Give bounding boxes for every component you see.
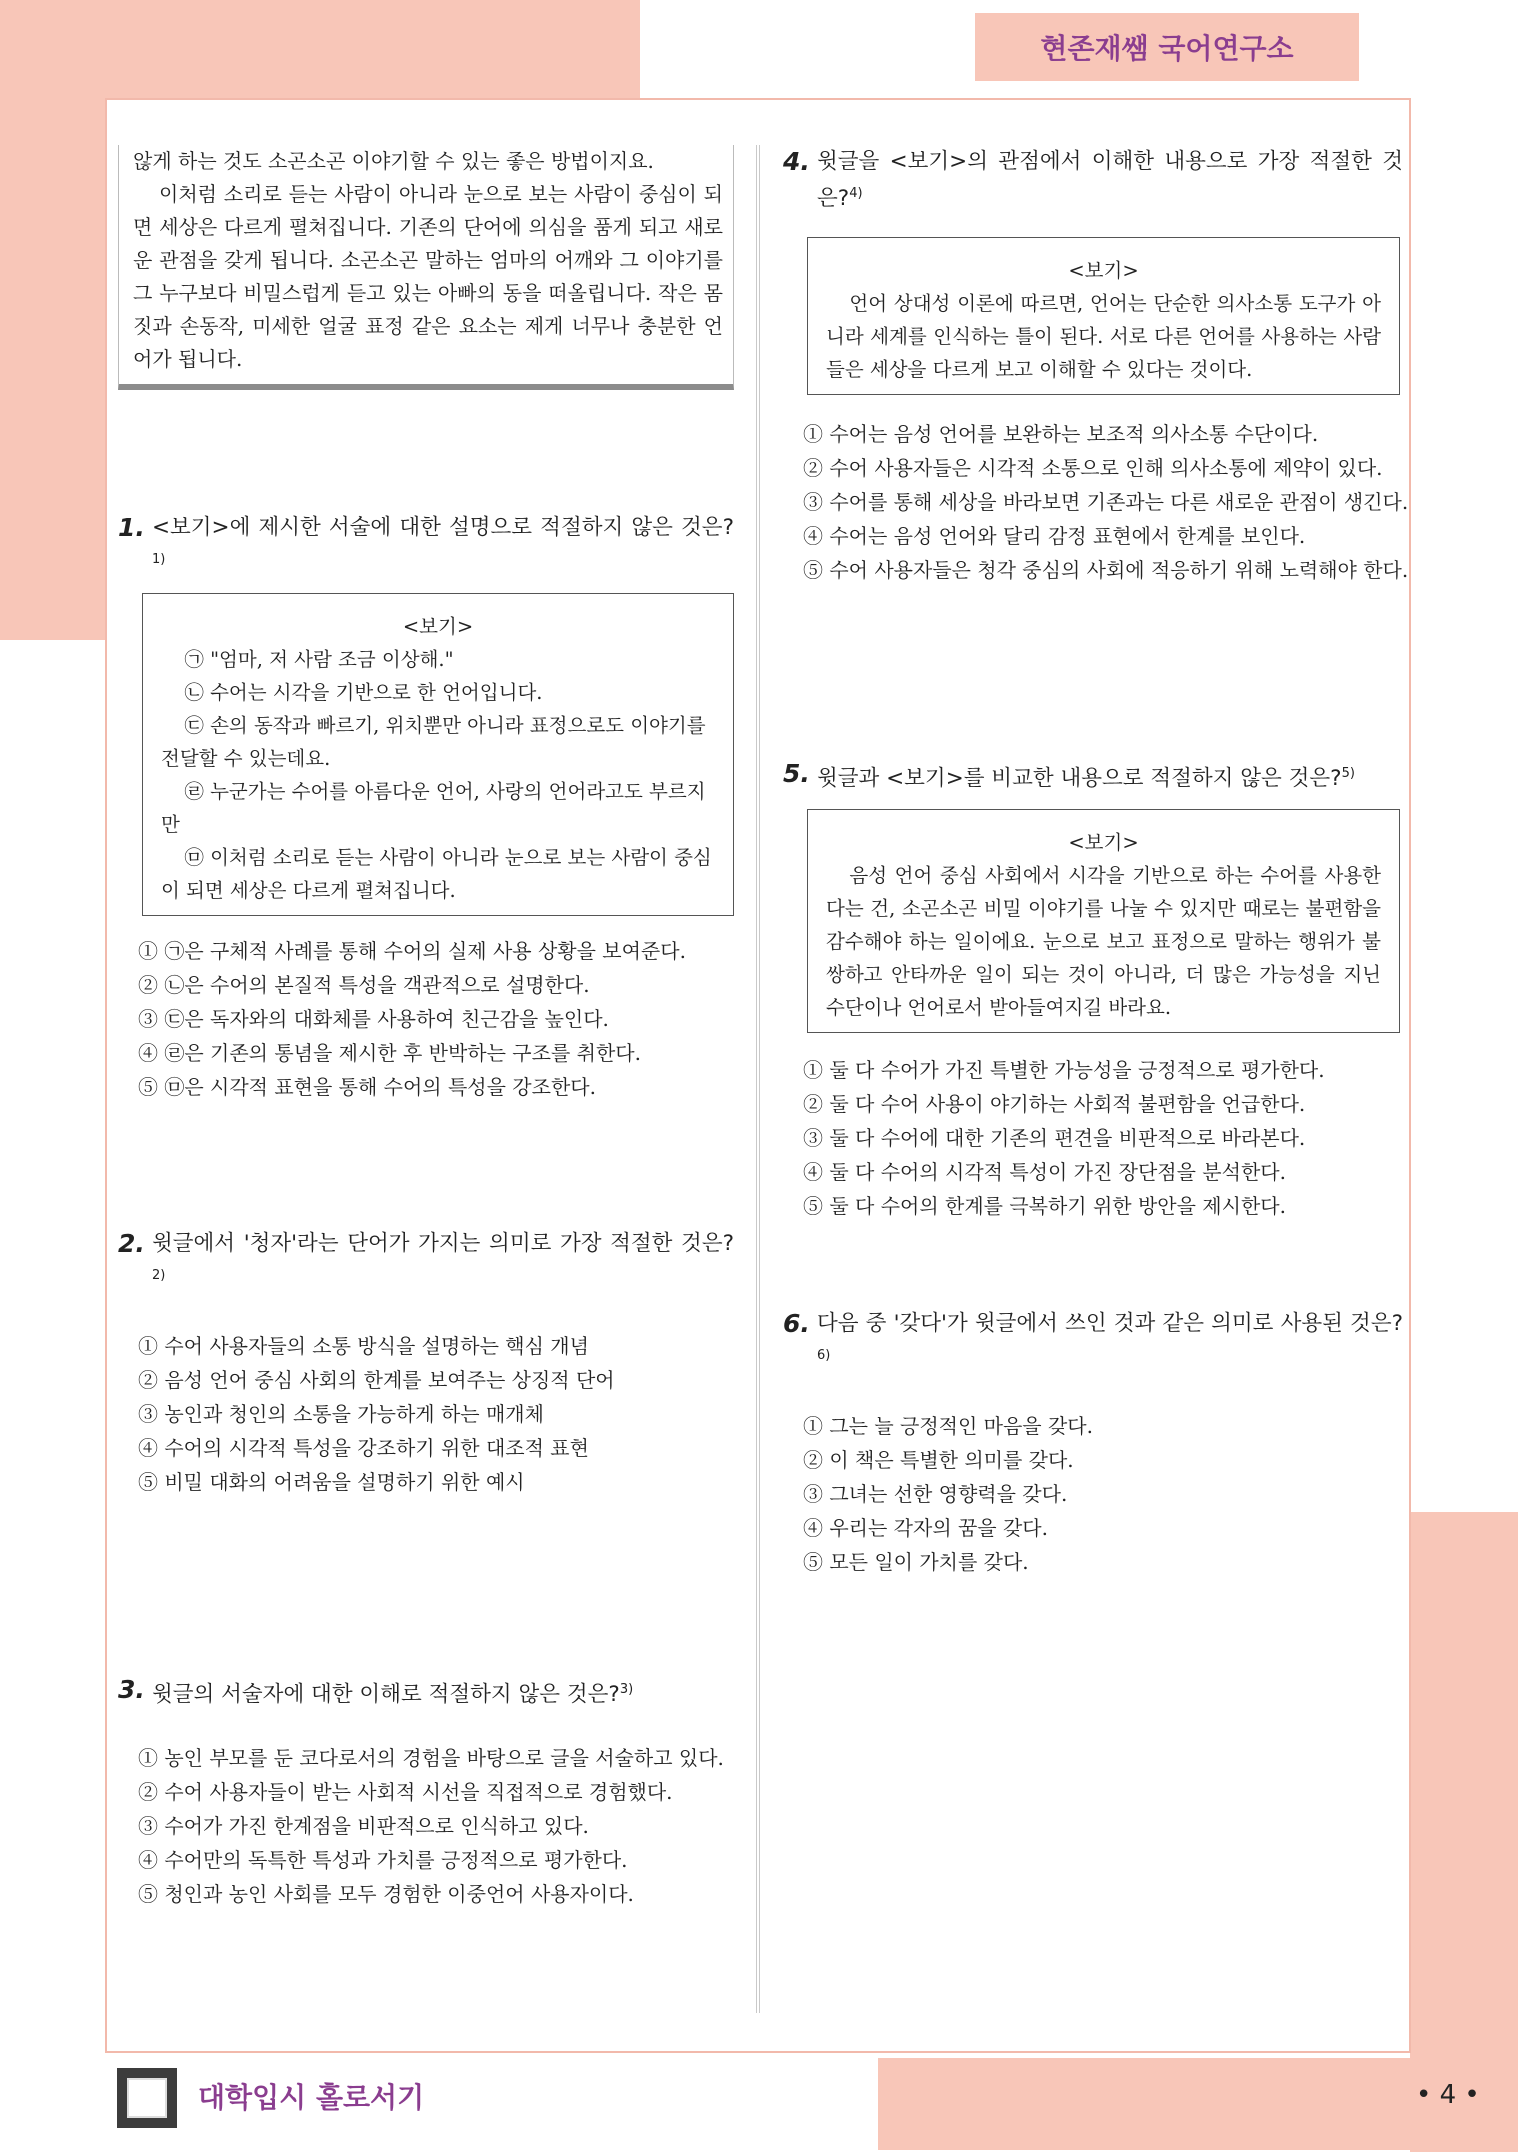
bogi-line: ㉢ 손의 동작과 빠르기, 위치뿐만 아니라 표정으로도 이야기를 전달할 수 있는데요. xyxy=(161,714,706,771)
choice-4[interactable]: ④ 수어는 음성 언어와 달리 감정 표현에서 한계를 보인다. xyxy=(803,524,1306,549)
choice-list xyxy=(118,934,734,1104)
footnote-marker: 6) xyxy=(817,1348,831,1363)
choice-5[interactable]: ⑤ 수어 사용자들은 청각 중심의 사회에 적응하기 위해 노력해야 한다. xyxy=(803,558,1409,583)
choice-1[interactable]: ① ㉠은 구체적 사례를 통해 수어의 실제 사용 상황을 보여준다. xyxy=(138,939,686,964)
bogi-line: 음성 언어 중심 사회에서 시각을 기반으로 하는 수어를 사용한다는 건, 소곤소곤 비밀 이야기를 나눌 수 있지만 때로는 불편함을 감수해야 하는 일이에요. 눈으로 보고 표정으로 말하는 행위가 불쌍하고 안타까운 일이 되는 것이 아니라, 더 많은 가능성을 지닌 수단이나 언어로서 받아들여지길 바라요. xyxy=(826,864,1381,1020)
question-number: 1. xyxy=(118,513,145,542)
question-number: 6. xyxy=(783,1309,810,1338)
bogi-line: ㉡ 수어는 시각을 기반으로 한 언어입니다. xyxy=(184,681,543,705)
choice-5[interactable]: ⑤ ㉤은 시각적 표현을 통해 수어의 특성을 강조한다. xyxy=(138,1075,596,1100)
choice-list xyxy=(783,417,1409,587)
choice-1[interactable]: ① 그는 늘 긍정적인 마음을 갖다. xyxy=(803,1414,1093,1439)
choice-4[interactable]: ④ 수어만의 독특한 특성과 가치를 긍정적으로 평가한다. xyxy=(138,1848,628,1873)
page-number: • 4 • xyxy=(1416,2080,1480,2110)
choice-3[interactable]: ③ 농인과 청인의 소통을 가능하게 하는 매개체 xyxy=(138,1402,544,1427)
question-text: 다음 중 '갖다'가 윗글에서 쓰인 것과 같은 의미로 사용된 것은? xyxy=(817,1311,1403,1336)
question-number: 3. xyxy=(118,1675,145,1704)
choice-3[interactable]: ③ 둘 다 수어에 대한 기존의 편견을 비판적으로 바라본다. xyxy=(803,1126,1306,1151)
bogi-box xyxy=(807,809,1400,1033)
choice-2[interactable]: ② 음성 언어 중심 사회의 한계를 보여주는 상징적 단어 xyxy=(138,1368,615,1393)
footnote-marker: 3) xyxy=(619,1682,634,1697)
bogi-line: ㉣ 누군가는 수어를 아름다운 언어, 사랑의 언어라고도 부르지만 xyxy=(161,780,706,837)
question-text: <보기>에 제시한 서술에 대한 설명으로 적절하지 않은 것은? xyxy=(152,515,734,540)
choice-2[interactable]: ② ㉡은 수어의 본질적 특성을 객관적으로 설명한다. xyxy=(138,973,590,998)
bogi-line: 언어 상대성 이론에 따르면, 언어는 단순한 의사소통 도구가 아니라 세계를 인식하는 틀이 된다. 서로 다른 언어를 사용하는 사람들은 세상을 다르게 보고 이해할 수 있다는 것이다. xyxy=(826,292,1381,382)
question-number: 2. xyxy=(118,1229,145,1258)
question-text: 윗글의 서술자에 대한 이해로 적절하지 않은 것은? xyxy=(152,1682,620,1708)
choice-1[interactable]: ① 수어 사용자들의 소통 방식을 설명하는 핵심 개념 xyxy=(138,1334,589,1359)
footnote-marker: 1) xyxy=(152,552,166,567)
choice-list xyxy=(783,1409,1403,1579)
passage-box xyxy=(118,145,734,390)
column-divider xyxy=(756,145,760,2013)
choice-4[interactable]: ④ 둘 다 수어의 시각적 특성이 가진 장단점을 분석한다. xyxy=(803,1160,1286,1185)
choice-4[interactable]: ④ 우리는 각자의 꿈을 갖다. xyxy=(803,1516,1048,1541)
bogi-title: <보기> xyxy=(1068,831,1139,855)
question-6 xyxy=(783,1308,1403,1579)
choice-5[interactable]: ⑤ 모든 일이 가치를 갖다. xyxy=(803,1550,1029,1575)
choice-4[interactable]: ④ ㉣은 기존의 통념을 제시한 후 반박하는 구조를 취한다. xyxy=(138,1041,641,1066)
question-5 xyxy=(783,758,1403,1223)
footnote-marker: 5) xyxy=(1341,766,1355,781)
bogi-line: ㉤ 이처럼 소리로 듣는 사람이 아니라 눈으로 보는 사람이 중심이 되면 세상은 다르게 펼쳐집니다. xyxy=(161,846,712,903)
footer-title: 대학입시 홀로서기 xyxy=(198,2081,425,2114)
choice-3[interactable]: ③ 수어를 통해 세상을 바라보면 기존과는 다른 새로운 관점이 생긴다. xyxy=(803,490,1409,515)
choice-2[interactable]: ② 수어 사용자들은 시각적 소통으로 인해 의사소통에 제약이 있다. xyxy=(803,456,1383,481)
choice-5[interactable]: ⑤ 둘 다 수어의 한계를 극복하기 위한 방안을 제시한다. xyxy=(803,1194,1286,1219)
footnote-marker: 2) xyxy=(152,1268,166,1283)
choice-1[interactable]: ① 수어는 음성 언어를 보완하는 보조적 의사소통 수단이다. xyxy=(803,422,1319,447)
choice-3[interactable]: ③ 수어가 가진 한계점을 비판적으로 인식하고 있다. xyxy=(138,1814,589,1839)
choice-2[interactable]: ② 둘 다 수어 사용이 야기하는 사회적 불편함을 언급한다. xyxy=(803,1092,1306,1117)
background-block-right xyxy=(1410,1512,1518,2152)
choice-list xyxy=(118,1741,734,1911)
bogi-title: <보기> xyxy=(402,615,474,639)
choice-5[interactable]: ⑤ 비밀 대화의 어려움을 설명하기 위한 예시 xyxy=(138,1470,525,1495)
logo-icon xyxy=(117,2068,177,2128)
choice-2[interactable]: ② 이 책은 특별한 의미를 갖다. xyxy=(803,1448,1074,1473)
question-3 xyxy=(118,1674,734,1911)
bogi-line: ㉠ "엄마, 저 사람 조금 이상해." xyxy=(184,648,454,672)
question-text: 윗글에서 '청자'라는 단어가 가지는 의미로 가장 적절한 것은? xyxy=(152,1231,734,1256)
choice-1[interactable]: ① 둘 다 수어가 가진 특별한 가능성을 긍정적으로 평가한다. xyxy=(803,1058,1325,1083)
choice-list xyxy=(118,1329,734,1499)
choice-list xyxy=(783,1053,1403,1223)
passage-line-2: 이처럼 소리로 듣는 사람이 아니라 눈으로 보는 사람이 중심이 되면 세상은 다르게 펼쳐집니다. 기존의 단어에 의심을 품게 되고 새로운 관점을 갖게 됩니다. 소곤소곤 말하는 엄마의 어깨와 그 이야기를 그 누구보다 비밀스럽게 듣고 있는 아빠의 동을 떠올립니다. 작은 몸짓과 손동작, 미세한 얼굴 표정 같은 요소는 제게 너무나 충분한 언어가 됩니다. xyxy=(133,182,723,371)
footnote-marker: 4) xyxy=(849,186,863,201)
bogi-box xyxy=(807,237,1400,395)
choice-1[interactable]: ① 농인 부모를 둔 코다로서의 경험을 바탕으로 글을 서술하고 있다. xyxy=(138,1746,724,1771)
question-1 xyxy=(118,512,734,1104)
question-4 xyxy=(783,146,1409,587)
header-brand: 현존재쌤 국어연구소 xyxy=(975,13,1359,81)
bogi-box xyxy=(142,593,734,916)
choice-5[interactable]: ⑤ 청인과 농인 사회를 모두 경험한 이중언어 사용자이다. xyxy=(138,1882,634,1907)
choice-2[interactable]: ② 수어 사용자들이 받는 사회적 시선을 직접적으로 경험했다. xyxy=(138,1780,673,1805)
passage-line-1: 않게 하는 것도 소곤소곤 이야기할 수 있는 좋은 방법이지요. xyxy=(133,149,654,173)
choice-4[interactable]: ④ 수어의 시각적 특성을 강조하기 위한 대조적 표현 xyxy=(138,1436,589,1461)
choice-3[interactable]: ③ 그녀는 선한 영향력을 갖다. xyxy=(803,1482,1068,1507)
question-number: 4. xyxy=(783,147,810,176)
question-number: 5. xyxy=(783,759,810,788)
question-text: 윗글과 <보기>를 비교한 내용으로 적절하지 않은 것은? xyxy=(817,766,1342,792)
question-2 xyxy=(118,1228,734,1499)
question-text: 윗글을 <보기>의 관점에서 이해한 내용으로 가장 적절한 것은? xyxy=(817,149,1403,212)
choice-3[interactable]: ③ ㉢은 독자와의 대화체를 사용하여 친근감을 높인다. xyxy=(138,1007,609,1032)
bogi-title: <보기> xyxy=(1068,259,1139,283)
